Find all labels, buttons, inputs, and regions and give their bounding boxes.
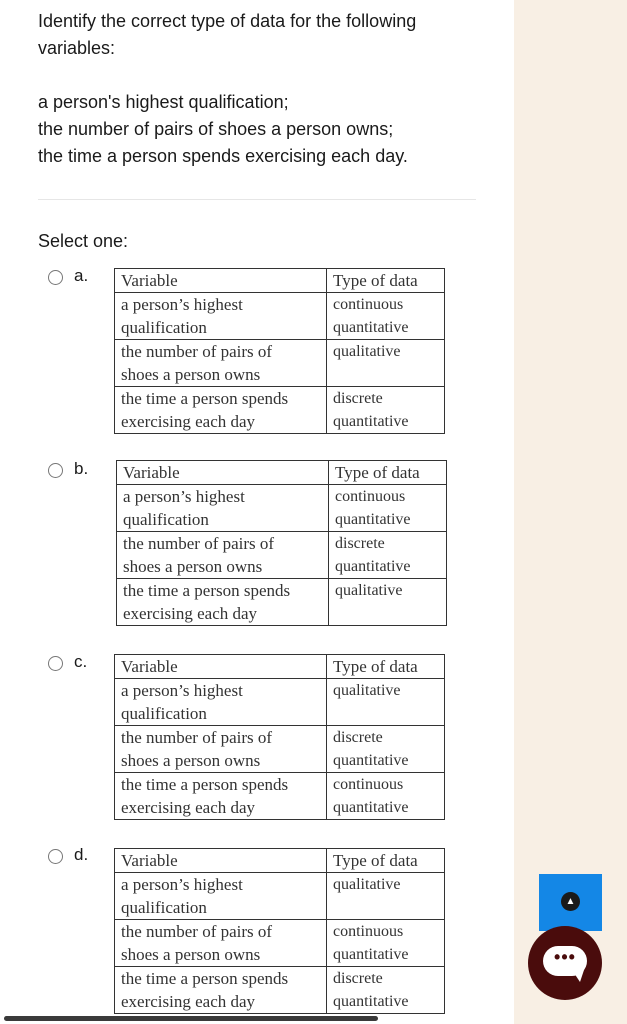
variable-cell: the time a person spends exercising each day (115, 387, 327, 434)
type-cell: continuous quantitative (329, 485, 447, 532)
header-variable: Variable (115, 269, 327, 293)
option-a-table (114, 268, 445, 434)
option-c-table (114, 654, 445, 820)
side-panel (514, 0, 627, 1024)
header-variable: Variable (117, 461, 329, 485)
radio-button[interactable] (48, 656, 63, 671)
header-type: Type of data (329, 461, 447, 485)
table-row (115, 726, 445, 773)
option-d-table (114, 848, 445, 1014)
table-row (117, 579, 447, 626)
radio-button[interactable] (48, 270, 63, 285)
table-row (117, 532, 447, 579)
scroll-to-top-button[interactable] (539, 874, 602, 931)
question-text (38, 8, 498, 170)
type-cell: continuous quantitative (327, 773, 445, 820)
table-header-row (115, 849, 445, 873)
type-cell: discrete quantitative (329, 532, 447, 579)
chevron-up-icon: ▲ (561, 892, 580, 911)
variable-cell: the number of pairs of shoes a person owns (117, 532, 329, 579)
chat-bubble-icon: ••• (543, 946, 587, 976)
variable-cell: the number of pairs of shoes a person owns (115, 340, 327, 387)
chat-button[interactable] (528, 926, 602, 1000)
option-letter: a. (74, 266, 89, 285)
type-cell: discrete quantitative (327, 967, 445, 1014)
option-letter: b. (74, 459, 89, 478)
radio-button[interactable] (48, 463, 63, 478)
variable-cell: the time a person spends exercising each day (117, 579, 329, 626)
type-cell: qualitative (327, 873, 445, 920)
variable-cell: the time a person spends exercising each day (115, 773, 327, 820)
chat-bubble-tail (572, 970, 584, 982)
horizontal-scrollbar[interactable] (4, 1016, 378, 1021)
question-line: the number of pairs of shoes a person owns; (38, 119, 394, 139)
question-intro: Identify the correct type of data for the following variables: (38, 11, 417, 58)
table-row (115, 967, 445, 1014)
header-variable: Variable (115, 849, 327, 873)
table-row (115, 340, 445, 387)
header-type: Type of data (327, 655, 445, 679)
table-row (115, 679, 445, 726)
header-variable: Variable (115, 655, 327, 679)
option-letter: c. (74, 652, 88, 671)
option-letter: d. (74, 845, 89, 864)
table-row (115, 387, 445, 434)
variable-cell: a person’s highest qualification (115, 293, 327, 340)
header-type: Type of data (327, 849, 445, 873)
table-row (115, 920, 445, 967)
variable-cell: a person’s highest qualification (115, 873, 327, 920)
radio-button[interactable] (48, 849, 63, 864)
table-row (115, 293, 445, 340)
variable-cell: the number of pairs of shoes a person owns (115, 726, 327, 773)
type-cell: continuous quantitative (327, 293, 445, 340)
type-cell: discrete quantitative (327, 726, 445, 773)
table-row (115, 873, 445, 920)
type-cell: continuous quantitative (327, 920, 445, 967)
variable-cell: the time a person spends exercising each day (115, 967, 327, 1014)
divider (38, 199, 476, 200)
type-cell: qualitative (327, 679, 445, 726)
type-cell: qualitative (327, 340, 445, 387)
variable-cell: a person’s highest qualification (117, 485, 329, 532)
select-one-label: Select one: (38, 231, 129, 251)
table-header-row (115, 655, 445, 679)
table-row (117, 485, 447, 532)
table-row (115, 773, 445, 820)
question-line: the time a person spends exercising each day. (38, 146, 408, 166)
type-cell: qualitative (329, 579, 447, 626)
variable-cell: a person’s highest qualification (115, 679, 327, 726)
header-type: Type of data (327, 269, 445, 293)
table-header-row (115, 269, 445, 293)
option-b-table (116, 460, 447, 626)
variable-cell: the number of pairs of shoes a person owns (115, 920, 327, 967)
table-header-row (117, 461, 447, 485)
type-cell: discrete quantitative (327, 387, 445, 434)
question-line: a person's highest qualification; (38, 92, 289, 112)
